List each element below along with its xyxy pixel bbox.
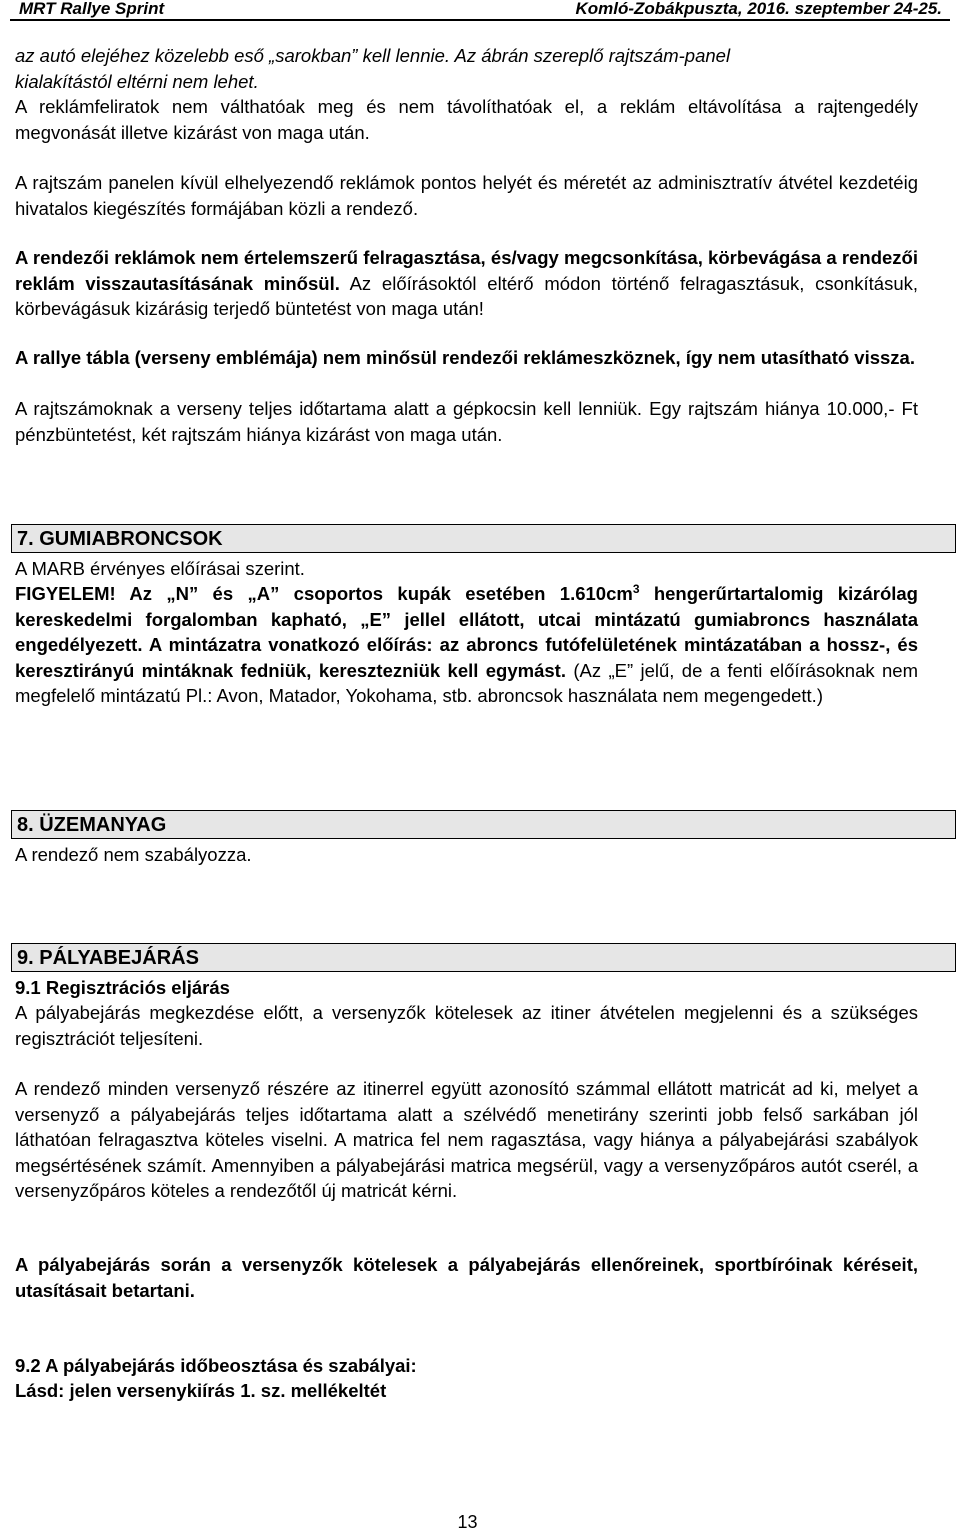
tyre-rule-bold-a: Az „N” és „A” csoportos kupák esetében 1.610cm <box>115 583 633 604</box>
rally-plate-paragraph: A rallye tábla (verseny emblémája) nem minősül rendezői reklámeszköznek, így nem utasítható vissza. <box>15 347 915 368</box>
fuel-text: A rendező nem szabályozza. <box>15 844 252 865</box>
figyelem-label: FIGYELEM! <box>15 583 116 604</box>
intro-line-1: az autó elejéhez közelebb eső „sarokban” kell lennie. Az ábrán szereplő rajtszám-panel <box>15 45 731 66</box>
subsection-9-2-title: 9.2 A pályabejárás időbeosztása és szabályai: <box>15 1355 417 1376</box>
tyre-rules-line: A MARB érvényes előírásai szerint. <box>15 558 305 579</box>
page-header <box>10 0 950 21</box>
registration-paragraph-2: A rendező minden versenyző részére az itinerrel együtt azonosító számmal ellátott matricát ad ki, melyet a versenyző a pályabejárás teljes időtartama alatt a szélvédő menetirány szerinti jobb felső sarkában jól láthatóan felragasztva köteles viselni. A matrica fel nem ragasztása, vagy hiánya a pályabejárási szabályok megsértésének számít. Amennyiben a pályabejárási matrica megsérül, vagy a versenyzőpáros autót cserél, a versenyzőpáros köteles a rendezőtől új matricát kérni. <box>15 1078 918 1201</box>
ads-removal-paragraph: A reklámfeliratok nem válthatóak meg és nem távolíthatóak el, a reklám eltávolítása a rajtengedély megvonását illetve kizárást von maga után. <box>15 96 918 143</box>
ads-penalty-text: Az előírásoktól eltérő módon történő felragasztásuk, csonkításuk, körbevágásuk kizárásig terjedő büntetést von maga után! <box>15 272 919 319</box>
start-number-paragraph: A rajtszámoknak a verseny teljes időtartama alatt a gépkocsin kell lenniük. Egy rajtszám hiánya 10.000,- Ft pénzbüntetést, két rajtszám hiánya kizárást von maga után. <box>15 398 918 445</box>
section-8-heading <box>11 810 956 839</box>
header-location-date: Komló-Zobákpuszta, 2016. szeptember 24-25. <box>575 0 942 18</box>
subsection-9-2-text: Lásd: jelen versenykiírás 1. sz. mellékeltét <box>15 1380 387 1401</box>
intro-line-2: kialakítástól eltérni nem lehet. <box>15 70 259 92</box>
page-number: 13 <box>457 1512 478 1532</box>
registration-paragraph-3: A pályabejárás során a versenyzők kötelesek a pályabejárás ellenőreinek, sportbíróinak kéréseit, utasításait betartani. <box>15 1254 918 1301</box>
section-9-heading <box>11 943 956 972</box>
tyre-rule-bold-b: hengerűrtartalomig kizárólag kereskedelmi forgalomban kapható, „E” jellel ellátott, utcai mintázatú gumiabroncs használata engedélyezett. A mintázatra vonatkozó előírás: az abroncs futófelületének mintázatában a hossz-, és keresztirányú mintáknak fedniük, keresztezniük kell egymást. <box>15 583 918 681</box>
registration-paragraph-1: A pályabejárás megkezdése előtt, a versenyzők kötelesek az itiner átvételen megjelenni és a szükséges regisztrációt teljesíteni. <box>15 1002 918 1049</box>
section-7-title: 7. GUMIABRONCSOK <box>17 528 223 550</box>
intro-paragraph <box>15 43 918 94</box>
cubic-superscript: 3 <box>632 581 640 596</box>
ads-penalty-bold: A rendezői reklámok nem értelemszerű felragasztása, és/vagy megcsonkítása, körbevágása a rendezői reklám visszautasításának minősül. <box>15 247 918 294</box>
ads-placement-paragraph: A rajtszám panelen kívül elhelyezendő reklámok pontos helyét és méretét az adminisztratív átvétel kezdetéig hivatalos kiegészítés formájában közli a rendező. <box>15 172 918 219</box>
subsection-9-1-title: 9.1 Regisztrációs eljárás <box>15 977 230 998</box>
section-9-title: 9. PÁLYABEJÁRÁS <box>17 947 199 969</box>
section-7-heading <box>11 524 956 553</box>
header-event-name: MRT Rallye Sprint <box>19 0 165 18</box>
section-8-title: 8. ÜZEMANYAG <box>17 814 167 836</box>
tyre-rules-paragraph <box>15 581 918 709</box>
tyre-rule-note: (Az „E” jelű, de a fenti előírásoknak nem megfelelő mintázatú Pl.: Avon, Matador, Yokohama, stb. abroncsok használata nem megengedett.) <box>15 659 918 706</box>
ads-penalty-paragraph <box>15 245 918 322</box>
